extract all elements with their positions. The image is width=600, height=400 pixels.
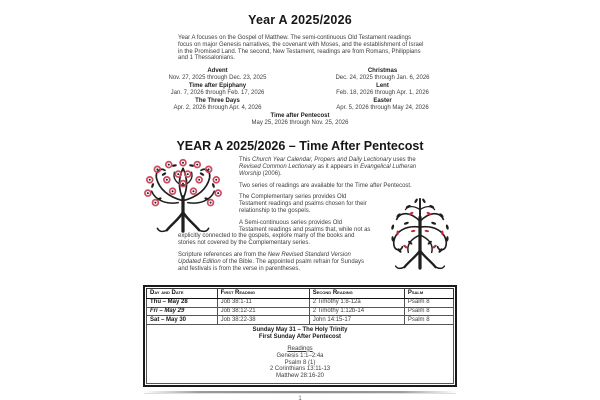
reading-item: 2 Corinthians 13:11-13 [269,366,331,373]
page-title: Year A 2025/2026 [248,13,352,27]
season-dates: Nov. 27, 2025 through Dec. 23, 2025 [168,75,267,82]
season-dates: Apr. 2, 2026 through Apr. 4, 2026 [173,105,262,112]
season-name: The Three Days [195,98,240,105]
psalm-cell: Psalm 8 [404,307,453,316]
season-entry-lent [300,83,465,97]
intro-paragraph: Year A focuses on the Gospel of Matthew. The semi-continuous Old Testament readings focus on major Genesis narratives, the covenant with Moses, and the establishment of Israel in the Promised Land. The second, New Testament, readings are from Romans, Philippians and 1 Thessalonians. [178,35,424,62]
reading-item: Matthew 28:16-20 [275,373,325,380]
psalm-cell: Psalm 8 [404,316,453,325]
sunday-festival-row [147,324,454,383]
text-run-italic: Evangelical Lutheran Worship [239,163,417,177]
season-name: Lent [376,83,389,90]
second-reading-cell: John 14:15-17 [309,316,404,325]
sunday-title: Sunday May 31 – The Holy Trinity [252,326,348,333]
text-run-italic: New Revised Standard Version Updated Edition [178,251,351,265]
season-calendar [135,68,465,127]
section-title: YEAR A 2025/2026 – Time After Pentecost [176,139,424,154]
footer-divider [144,391,456,393]
tree-of-life-leaves-image [381,194,459,270]
table-row [147,307,454,316]
text-run: Scripture references are from the [178,251,268,258]
day-and-date-cell: Thu – May 28 [147,298,218,307]
text-run-italic: Revised Common Lectionary [239,163,317,170]
season-name: Advent [207,68,228,75]
text-run-italic: Church Year Calendar, Propers and Daily Lectionary [252,157,392,164]
season-name: Easter [373,98,392,105]
table-row [147,316,454,325]
second-reading-cell: 2 Timothy 1:8-12a [309,298,404,307]
season-dates: May 25, 2026 through Nov. 25, 2026 [251,120,349,127]
text-run: of the Bible. The appointed psalm refrain for Sundays and festivals is from the verse in parentheses. [178,258,365,272]
column-header-first-reading: First Reading [217,289,309,299]
pentecost-section [75,157,525,277]
day-and-date-cell: Sat – May 30 [147,316,218,325]
season-entry-epiphany [135,83,300,97]
season-entry-three-days [135,98,300,112]
season-dates: Dec. 24, 2025 through Jan. 6, 2026 [335,75,430,82]
column-header-psalm: Psalm [404,289,453,299]
text-run: uses the [391,157,416,164]
paragraph-two-series: Two series of readings are available for the Time after Pentecost. [239,182,412,189]
season-entry-easter [300,98,465,112]
second-reading-cell: 2 Timothy 1:12b-14 [309,307,404,316]
text-run: (2006). [261,170,282,177]
season-entry-christmas [300,68,465,82]
text-run: This [239,157,253,164]
day-and-date-cell: Fri – May 29 [147,307,218,316]
season-dates: Jan. 7, 2026 through Feb. 17, 2026 [170,90,265,97]
sunday-festival-cell [147,324,454,383]
first-reading-cell: Job 38:22-38 [217,316,309,325]
reading-item: Psalm 8 (1) [284,359,316,366]
sunday-subtitle: First Sunday After Pentecost [258,333,342,340]
page-number: 1 [298,395,302,400]
paragraph-semicontinuous-series: A Semi-continuous series provides Old Testament readings and psalms that, while not as explicitly connected to the gospels, explore many of the books and stories not covered by the Complementary series. [178,219,371,247]
first-reading-cell: Job 38:1-11 [217,298,309,307]
season-name: Time after Pentecost [270,113,330,120]
season-dates: Apr. 5, 2026 through May 24, 2026 [336,105,429,112]
tree-of-life-flowers-image [139,157,227,233]
season-name: Christmas [367,68,398,75]
table-row [147,298,454,307]
first-reading-cell: Job 38:12-21 [217,307,309,316]
text-run: as it appears in [316,163,361,170]
season-dates: Feb. 18, 2026 through Apr. 1, 2026 [336,90,429,97]
season-name: Time after Epiphany [188,83,247,90]
psalm-cell: Psalm 8 [404,298,453,307]
season-entry-pentecost [135,113,465,127]
table-header-row [147,289,454,299]
column-header-second-reading: Second Reading [309,289,404,299]
column-header-day-and-date: Day and Date [147,289,218,299]
lectionary-table [143,285,457,387]
readings-label: Readings [287,345,313,352]
paragraph-complementary-series: The Complementary series provides Old Testament readings and psalms chosen for their relationship to the gospels. [239,194,367,214]
season-entry-advent [135,68,300,82]
reading-item: Genesis 1:1–2:4a [276,352,324,359]
